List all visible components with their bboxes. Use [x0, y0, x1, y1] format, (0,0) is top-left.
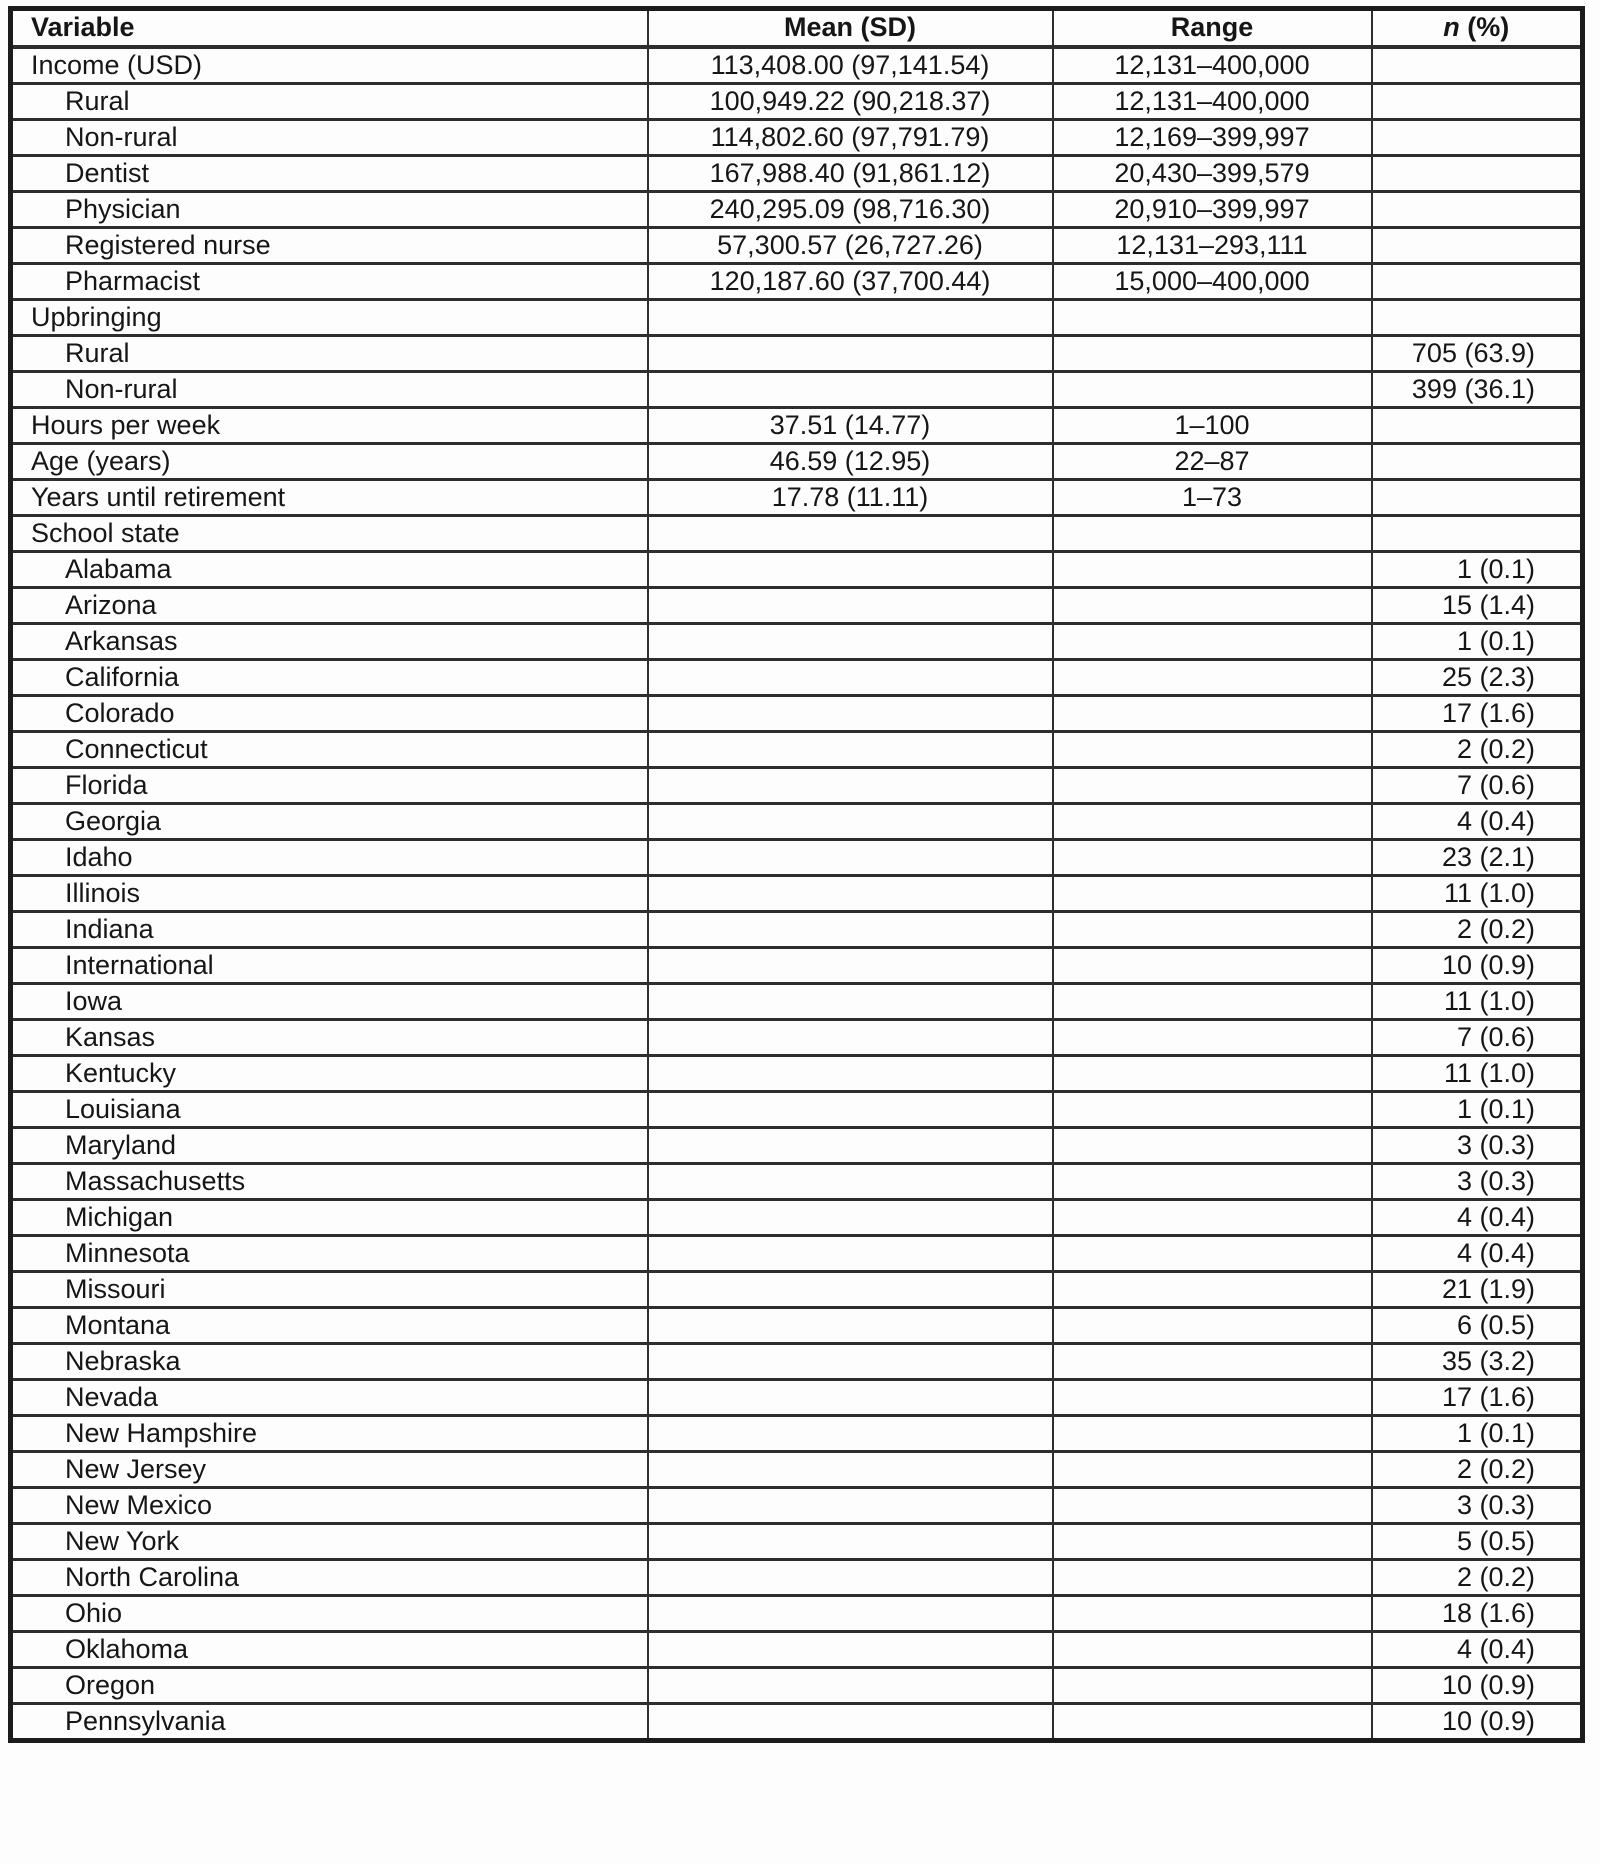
variable-cell: Oregon: [11, 1668, 648, 1704]
mean-sd-cell: [648, 1632, 1053, 1668]
n-pct-cell: 11 (1.0): [1372, 876, 1583, 912]
mean-sd-cell: 240,295.09 (98,716.30): [648, 192, 1053, 228]
n-pct-cell: 17 (1.6): [1372, 696, 1583, 732]
range-cell: [1053, 1344, 1372, 1380]
range-cell: 12,131–400,000: [1053, 47, 1372, 84]
range-cell: [1053, 1200, 1372, 1236]
range-cell: [1053, 336, 1372, 372]
table-row: [11, 1560, 1583, 1596]
mean-sd-cell: [648, 1092, 1053, 1128]
n-pct-cell: 2 (0.2): [1372, 1560, 1583, 1596]
n-pct-cell: [1372, 480, 1583, 516]
range-cell: [1053, 912, 1372, 948]
n-pct-cell: [1372, 300, 1583, 336]
mean-sd-cell: [648, 1272, 1053, 1308]
mean-sd-cell: [648, 1056, 1053, 1092]
range-cell: [1053, 1272, 1372, 1308]
variable-cell: Idaho: [11, 840, 648, 876]
table-row: [11, 948, 1583, 984]
variable-cell: Non-rural: [11, 372, 648, 408]
n-pct-cell: 18 (1.6): [1372, 1596, 1583, 1632]
range-cell: [1053, 1236, 1372, 1272]
range-cell: [1053, 768, 1372, 804]
mean-sd-cell: [648, 984, 1053, 1020]
mean-sd-cell: [648, 1596, 1053, 1632]
n-pct-cell: 25 (2.3): [1372, 660, 1583, 696]
n-pct-cell: 10 (0.9): [1372, 1668, 1583, 1704]
mean-sd-cell: [648, 1308, 1053, 1344]
table-row: [11, 552, 1583, 588]
variable-cell: School state: [11, 516, 648, 552]
mean-sd-cell: [648, 696, 1053, 732]
table-row: [11, 372, 1583, 408]
range-cell: 15,000–400,000: [1053, 264, 1372, 300]
range-cell: 1–73: [1053, 480, 1372, 516]
mean-sd-cell: [648, 660, 1053, 696]
table-row: [11, 156, 1583, 192]
mean-sd-cell: [648, 876, 1053, 912]
column-header-range: Range: [1053, 9, 1372, 48]
variable-cell: North Carolina: [11, 1560, 648, 1596]
variable-cell: Georgia: [11, 804, 648, 840]
table-row: [11, 1272, 1583, 1308]
n-pct-cell: 5 (0.5): [1372, 1524, 1583, 1560]
table-row: [11, 696, 1583, 732]
table-row: [11, 1524, 1583, 1560]
mean-sd-cell: 114,802.60 (97,791.79): [648, 120, 1053, 156]
n-pct-cell: 4 (0.4): [1372, 1236, 1583, 1272]
n-pct-cell: [1372, 444, 1583, 480]
variable-cell: Years until retirement: [11, 480, 648, 516]
variable-cell: Rural: [11, 84, 648, 120]
variable-cell: Dentist: [11, 156, 648, 192]
n-pct-cell: 3 (0.3): [1372, 1488, 1583, 1524]
variable-cell: Nevada: [11, 1380, 648, 1416]
range-cell: [1053, 1308, 1372, 1344]
mean-sd-cell: [648, 1668, 1053, 1704]
table-row: [11, 1452, 1583, 1488]
mean-sd-cell: [648, 768, 1053, 804]
table-row: [11, 660, 1583, 696]
n-pct-cell: 23 (2.1): [1372, 840, 1583, 876]
variable-cell: New Hampshire: [11, 1416, 648, 1452]
mean-sd-cell: 120,187.60 (37,700.44): [648, 264, 1053, 300]
column-header-variable: Variable: [11, 9, 648, 48]
n-pct-cell: 7 (0.6): [1372, 1020, 1583, 1056]
variable-cell: Missouri: [11, 1272, 648, 1308]
range-cell: [1053, 1092, 1372, 1128]
mean-sd-cell: [648, 516, 1053, 552]
table-row: [11, 192, 1583, 228]
range-cell: [1053, 372, 1372, 408]
n-pct-cell: [1372, 516, 1583, 552]
table-row: [11, 984, 1583, 1020]
mean-sd-cell: 37.51 (14.77): [648, 408, 1053, 444]
variable-cell: Connecticut: [11, 732, 648, 768]
mean-sd-cell: [648, 1452, 1053, 1488]
table-row: [11, 732, 1583, 768]
mean-sd-cell: [648, 300, 1053, 336]
n-pct-cell: 15 (1.4): [1372, 588, 1583, 624]
n-pct-cell: 2 (0.2): [1372, 732, 1583, 768]
table-row: [11, 768, 1583, 804]
range-cell: [1053, 660, 1372, 696]
table-row: [11, 480, 1583, 516]
table-row: [11, 588, 1583, 624]
variable-cell: Michigan: [11, 1200, 648, 1236]
table-row: [11, 1344, 1583, 1380]
mean-sd-cell: 167,988.40 (91,861.12): [648, 156, 1053, 192]
range-cell: [1053, 876, 1372, 912]
variable-cell: Arizona: [11, 588, 648, 624]
table-row: [11, 336, 1583, 372]
table-row: [11, 120, 1583, 156]
variable-cell: Hours per week: [11, 408, 648, 444]
n-pct-cell: 4 (0.4): [1372, 804, 1583, 840]
variable-cell: Registered nurse: [11, 228, 648, 264]
range-cell: [1053, 696, 1372, 732]
column-header-mean-sd: Mean (SD): [648, 9, 1053, 48]
table-row: [11, 624, 1583, 660]
n-pct-cell: 1 (0.1): [1372, 1416, 1583, 1452]
range-cell: [1053, 300, 1372, 336]
mean-sd-cell: [648, 552, 1053, 588]
mean-sd-cell: [648, 336, 1053, 372]
n-pct-cell: 21 (1.9): [1372, 1272, 1583, 1308]
range-cell: 12,131–400,000: [1053, 84, 1372, 120]
n-pct-cell: [1372, 408, 1583, 444]
n-pct-cell: 6 (0.5): [1372, 1308, 1583, 1344]
n-pct-cell: 1 (0.1): [1372, 1092, 1583, 1128]
variable-cell: California: [11, 660, 648, 696]
variable-cell: Maryland: [11, 1128, 648, 1164]
table-row: [11, 300, 1583, 336]
mean-sd-cell: [648, 1128, 1053, 1164]
range-cell: [1053, 624, 1372, 660]
table-row: [11, 1704, 1583, 1741]
table-row: [11, 1020, 1583, 1056]
variable-cell: New Mexico: [11, 1488, 648, 1524]
variable-cell: Pharmacist: [11, 264, 648, 300]
table-body: [11, 47, 1583, 1741]
mean-sd-cell: [648, 1704, 1053, 1741]
variable-cell: Colorado: [11, 696, 648, 732]
mean-sd-cell: [648, 912, 1053, 948]
table-row: [11, 804, 1583, 840]
table-header-row: [11, 9, 1583, 48]
n-pct-cell: 10 (0.9): [1372, 948, 1583, 984]
variable-cell: Upbringing: [11, 300, 648, 336]
table-row: [11, 912, 1583, 948]
range-cell: 1–100: [1053, 408, 1372, 444]
table-row: [11, 876, 1583, 912]
range-cell: [1053, 840, 1372, 876]
table-row: [11, 408, 1583, 444]
range-cell: 20,430–399,579: [1053, 156, 1372, 192]
table-row: [11, 1488, 1583, 1524]
variable-cell: Kansas: [11, 1020, 648, 1056]
descriptive-statistics-table: [8, 6, 1585, 1743]
variable-cell: Income (USD): [11, 47, 648, 84]
n-pct-cell: 3 (0.3): [1372, 1164, 1583, 1200]
range-cell: 22–87: [1053, 444, 1372, 480]
mean-sd-cell: [648, 732, 1053, 768]
mean-sd-cell: [648, 1380, 1053, 1416]
range-cell: [1053, 1560, 1372, 1596]
range-cell: [1053, 1380, 1372, 1416]
mean-sd-cell: [648, 1164, 1053, 1200]
variable-cell: International: [11, 948, 648, 984]
n-pct-cell: 1 (0.1): [1372, 624, 1583, 660]
mean-sd-cell: 100,949.22 (90,218.37): [648, 84, 1053, 120]
mean-sd-cell: [648, 372, 1053, 408]
range-cell: [1053, 1416, 1372, 1452]
range-cell: [1053, 1488, 1372, 1524]
variable-cell: Minnesota: [11, 1236, 648, 1272]
mean-sd-cell: 113,408.00 (97,141.54): [648, 47, 1053, 84]
table-row: [11, 1128, 1583, 1164]
variable-cell: New Jersey: [11, 1452, 648, 1488]
mean-sd-cell: [648, 1344, 1053, 1380]
table-row: [11, 1236, 1583, 1272]
mean-sd-cell: [648, 948, 1053, 984]
n-pct-cell: 35 (3.2): [1372, 1344, 1583, 1380]
range-cell: [1053, 1020, 1372, 1056]
range-cell: [1053, 1056, 1372, 1092]
variable-cell: Nebraska: [11, 1344, 648, 1380]
variable-cell: New York: [11, 1524, 648, 1560]
variable-cell: Age (years): [11, 444, 648, 480]
mean-sd-cell: [648, 624, 1053, 660]
table-row: [11, 1092, 1583, 1128]
table-row: [11, 1632, 1583, 1668]
variable-cell: Alabama: [11, 552, 648, 588]
n-pct-cell: [1372, 192, 1583, 228]
range-cell: [1053, 552, 1372, 588]
n-pct-cell: 10 (0.9): [1372, 1704, 1583, 1741]
table-row: [11, 840, 1583, 876]
range-cell: [1053, 732, 1372, 768]
variable-cell: Illinois: [11, 876, 648, 912]
variable-cell: Arkansas: [11, 624, 648, 660]
range-cell: 12,169–399,997: [1053, 120, 1372, 156]
mean-sd-cell: [648, 1488, 1053, 1524]
variable-cell: Pennsylvania: [11, 1704, 648, 1741]
n-pct-cell: [1372, 156, 1583, 192]
variable-cell: Iowa: [11, 984, 648, 1020]
range-cell: [1053, 1164, 1372, 1200]
range-cell: 12,131–293,111: [1053, 228, 1372, 264]
table-row: [11, 1164, 1583, 1200]
n-pct-cell: 3 (0.3): [1372, 1128, 1583, 1164]
table-row: [11, 1200, 1583, 1236]
n-pct-cell: 705 (63.9): [1372, 336, 1583, 372]
range-cell: [1053, 1452, 1372, 1488]
table-row: [11, 47, 1583, 84]
range-cell: [1053, 1524, 1372, 1560]
mean-sd-cell: [648, 1560, 1053, 1596]
range-cell: [1053, 1128, 1372, 1164]
n-pct-cell: 2 (0.2): [1372, 912, 1583, 948]
table-row: [11, 84, 1583, 120]
n-pct-cell: 17 (1.6): [1372, 1380, 1583, 1416]
table-row: [11, 1596, 1583, 1632]
variable-cell: Kentucky: [11, 1056, 648, 1092]
n-pct-cell: 4 (0.4): [1372, 1632, 1583, 1668]
table-row: [11, 1416, 1583, 1452]
table-row: [11, 1056, 1583, 1092]
n-pct-cell: [1372, 120, 1583, 156]
n-pct-suffix: (%): [1459, 12, 1510, 43]
mean-sd-cell: [648, 1236, 1053, 1272]
n-symbol: n: [1443, 12, 1460, 43]
range-cell: [1053, 1668, 1372, 1704]
range-cell: [1053, 1632, 1372, 1668]
n-pct-cell: 11 (1.0): [1372, 1056, 1583, 1092]
column-header-n-pct: [1372, 9, 1583, 48]
table-row: [11, 444, 1583, 480]
mean-sd-cell: [648, 1416, 1053, 1452]
n-pct-cell: [1372, 47, 1583, 84]
variable-cell: Physician: [11, 192, 648, 228]
range-cell: [1053, 588, 1372, 624]
variable-cell: Massachusetts: [11, 1164, 648, 1200]
mean-sd-cell: [648, 1524, 1053, 1560]
mean-sd-cell: [648, 804, 1053, 840]
mean-sd-cell: [648, 840, 1053, 876]
range-cell: [1053, 804, 1372, 840]
variable-cell: Indiana: [11, 912, 648, 948]
mean-sd-cell: 17.78 (11.11): [648, 480, 1053, 516]
table-row: [11, 228, 1583, 264]
range-cell: [1053, 1596, 1372, 1632]
variable-cell: Florida: [11, 768, 648, 804]
n-pct-cell: [1372, 264, 1583, 300]
n-pct-cell: 2 (0.2): [1372, 1452, 1583, 1488]
mean-sd-cell: [648, 1020, 1053, 1056]
variable-cell: Rural: [11, 336, 648, 372]
n-pct-cell: 1 (0.1): [1372, 552, 1583, 588]
n-pct-cell: 7 (0.6): [1372, 768, 1583, 804]
variable-cell: Non-rural: [11, 120, 648, 156]
range-cell: [1053, 516, 1372, 552]
n-pct-cell: [1372, 228, 1583, 264]
variable-cell: Montana: [11, 1308, 648, 1344]
table-row: [11, 264, 1583, 300]
variable-cell: Oklahoma: [11, 1632, 648, 1668]
variable-cell: Ohio: [11, 1596, 648, 1632]
range-cell: [1053, 948, 1372, 984]
mean-sd-cell: 57,300.57 (26,727.26): [648, 228, 1053, 264]
n-pct-cell: 399 (36.1): [1372, 372, 1583, 408]
range-cell: [1053, 984, 1372, 1020]
range-cell: [1053, 1704, 1372, 1741]
table-row: [11, 516, 1583, 552]
table-row: [11, 1380, 1583, 1416]
n-pct-cell: 11 (1.0): [1372, 984, 1583, 1020]
mean-sd-cell: 46.59 (12.95): [648, 444, 1053, 480]
table-row: [11, 1668, 1583, 1704]
range-cell: 20,910–399,997: [1053, 192, 1372, 228]
mean-sd-cell: [648, 588, 1053, 624]
variable-cell: Louisiana: [11, 1092, 648, 1128]
n-pct-cell: [1372, 84, 1583, 120]
table-row: [11, 1308, 1583, 1344]
mean-sd-cell: [648, 1200, 1053, 1236]
n-pct-cell: 4 (0.4): [1372, 1200, 1583, 1236]
